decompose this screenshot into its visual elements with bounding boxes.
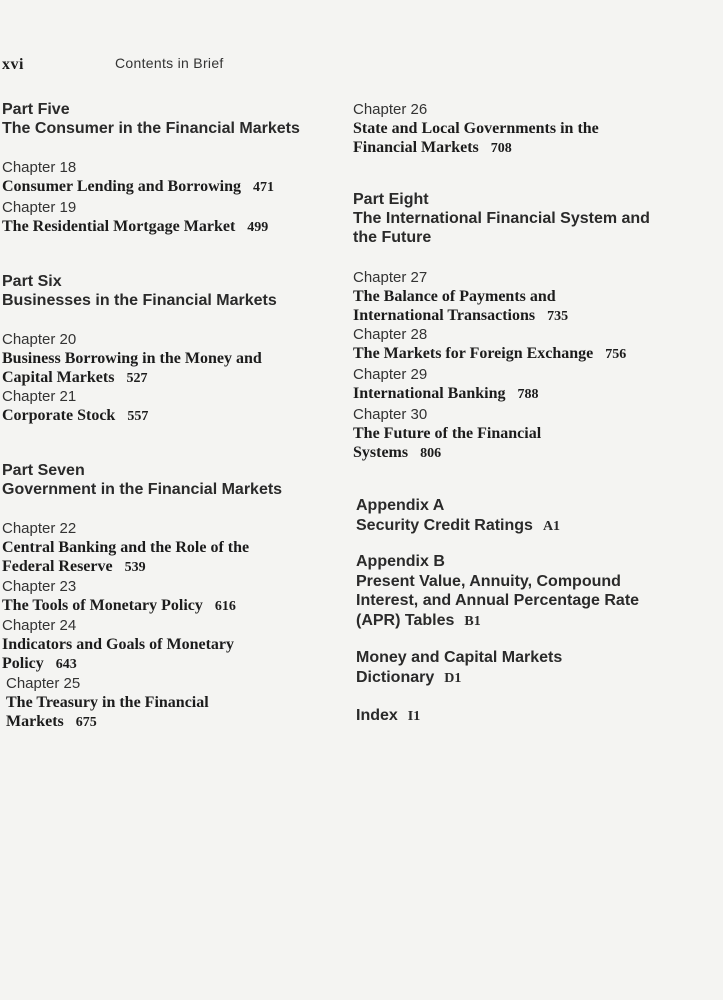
chapter-title: Corporate Stock 557 — [2, 407, 149, 424]
running-header: Contents in Brief — [115, 55, 224, 71]
chapter-label: Chapter 30 — [353, 406, 428, 423]
appendix-label: Appendix B — [356, 553, 445, 570]
chapter-title-line-2: Markets 675 — [6, 713, 97, 730]
chapter-title-line-1: Central Banking and the Role of the — [2, 539, 250, 556]
part-title-line-2: the Future — [353, 229, 432, 246]
page-ref: 756 — [605, 347, 627, 362]
page-number: xvi — [2, 56, 24, 73]
chapter-title-line-2: Capital Markets 527 — [2, 369, 148, 386]
chapter-title-line-1: State and Local Governments in the — [353, 120, 599, 137]
appendix-title: Security Credit Ratings A1 — [356, 516, 561, 534]
chapter-label: Chapter 22 — [2, 520, 77, 537]
dictionary-title-line-1: Money and Capital Markets — [356, 649, 563, 666]
page-ref: 788 — [517, 387, 539, 402]
chapter-title-line-1: The Balance of Payments and — [353, 288, 556, 305]
part-seven — [2, 461, 282, 499]
part-label: Part Seven — [2, 462, 85, 479]
toc-entry-chapter-29[interactable] — [353, 365, 538, 404]
part-label: Part Eight — [353, 191, 429, 208]
chapter-title: The Markets for Foreign Exchange 756 — [353, 345, 627, 362]
page-ref: A1 — [542, 518, 561, 534]
toc-entry-chapter-22[interactable] — [2, 519, 249, 577]
toc-entry-index[interactable] — [356, 706, 420, 727]
chapter-title-line-1: The Treasury in the Financial — [6, 694, 209, 711]
toc-entry-chapter-30[interactable] — [353, 405, 541, 463]
chapter-label: Chapter 21 — [2, 388, 77, 405]
chapter-label: Chapter 24 — [2, 617, 77, 634]
page-ref: 675 — [75, 715, 97, 730]
toc-entry-chapter-18[interactable] — [2, 158, 274, 197]
toc-entry-chapter-20[interactable] — [2, 330, 262, 388]
part-label: Part Six — [2, 273, 62, 290]
appendix-title-line-3: (APR) Tables B1 — [356, 611, 481, 629]
chapter-title: The Residential Mortgage Market 499 — [2, 218, 269, 235]
page-ref: D1 — [444, 670, 462, 686]
part-label: Part Five — [2, 101, 70, 118]
page-ref: 616 — [214, 599, 236, 614]
chapter-title-line-2: Policy 643 — [2, 655, 77, 672]
chapter-label: Chapter 28 — [353, 326, 428, 343]
chapter-label: Chapter 29 — [353, 366, 428, 383]
part-title-line-1: The International Financial System and — [353, 210, 650, 227]
part-title: The Consumer in the Financial Markets — [2, 120, 300, 137]
chapter-title: The Tools of Monetary Policy 616 — [2, 597, 236, 614]
chapter-label: Chapter 25 — [6, 675, 81, 692]
chapter-title: International Banking 788 — [353, 385, 539, 402]
toc-entry-appendix-b[interactable] — [356, 552, 639, 631]
toc-entry-chapter-28[interactable] — [353, 325, 626, 364]
appendix-label: Appendix A — [356, 497, 445, 514]
chapter-title-line-2: Federal Reserve 539 — [2, 558, 146, 575]
toc-entry-dictionary[interactable] — [356, 648, 562, 688]
toc-entry-chapter-19[interactable] — [2, 198, 268, 237]
page-ref: 527 — [126, 371, 148, 386]
toc-entry-chapter-21[interactable] — [2, 387, 148, 426]
part-eight — [353, 190, 650, 247]
appendix-title-line-1: Present Value, Annuity, Compound — [356, 572, 621, 590]
chapter-title-line-1: Indicators and Goals of Monetary — [2, 636, 234, 653]
part-five — [2, 100, 300, 138]
page-ref: I1 — [407, 709, 421, 724]
part-title: Businesses in the Financial Markets — [2, 292, 277, 309]
page-ref: 735 — [547, 309, 569, 324]
chapter-title-line-2: Systems 806 — [353, 444, 442, 461]
toc-entry-chapter-24[interactable] — [2, 616, 234, 674]
chapter-title-line-2: International Transactions 735 — [353, 307, 569, 324]
page-ref: 557 — [127, 409, 149, 424]
chapter-title-line-1: The Future of the Financial — [353, 425, 542, 442]
page-ref: 539 — [124, 560, 146, 575]
chapter-label: Chapter 19 — [2, 199, 77, 216]
page-ref: 643 — [55, 657, 77, 672]
chapter-title-line-1: Business Borrowing in the Money and — [2, 350, 262, 367]
chapter-label: Chapter 18 — [2, 159, 77, 176]
dictionary-title-line-2: Dictionary D1 — [356, 668, 462, 686]
part-title: Government in the Financial Markets — [2, 481, 283, 498]
page-ref: 499 — [247, 220, 269, 235]
part-six — [2, 272, 277, 310]
toc-entry-chapter-27[interactable] — [353, 268, 568, 326]
page-ref: 471 — [253, 180, 275, 195]
chapter-label: Chapter 27 — [353, 269, 428, 286]
page-ref: B1 — [464, 613, 481, 629]
chapter-label: Chapter 20 — [2, 331, 77, 348]
chapter-label: Chapter 26 — [353, 101, 428, 118]
index-title: Index I1 — [356, 707, 421, 724]
toc-entry-chapter-26[interactable] — [353, 100, 599, 158]
chapter-label: Chapter 23 — [2, 578, 77, 595]
chapter-title: Consumer Lending and Borrowing 471 — [2, 178, 275, 195]
toc-entry-appendix-a[interactable] — [356, 496, 560, 536]
page-ref: 806 — [420, 446, 442, 461]
chapter-title-line-2: Financial Markets 708 — [353, 139, 512, 156]
page-ref: 708 — [490, 141, 512, 156]
toc-entry-chapter-25[interactable] — [6, 674, 209, 732]
appendix-title-line-2: Interest, and Annual Percentage Rate — [356, 592, 640, 609]
toc-entry-chapter-23[interactable] — [2, 577, 236, 616]
